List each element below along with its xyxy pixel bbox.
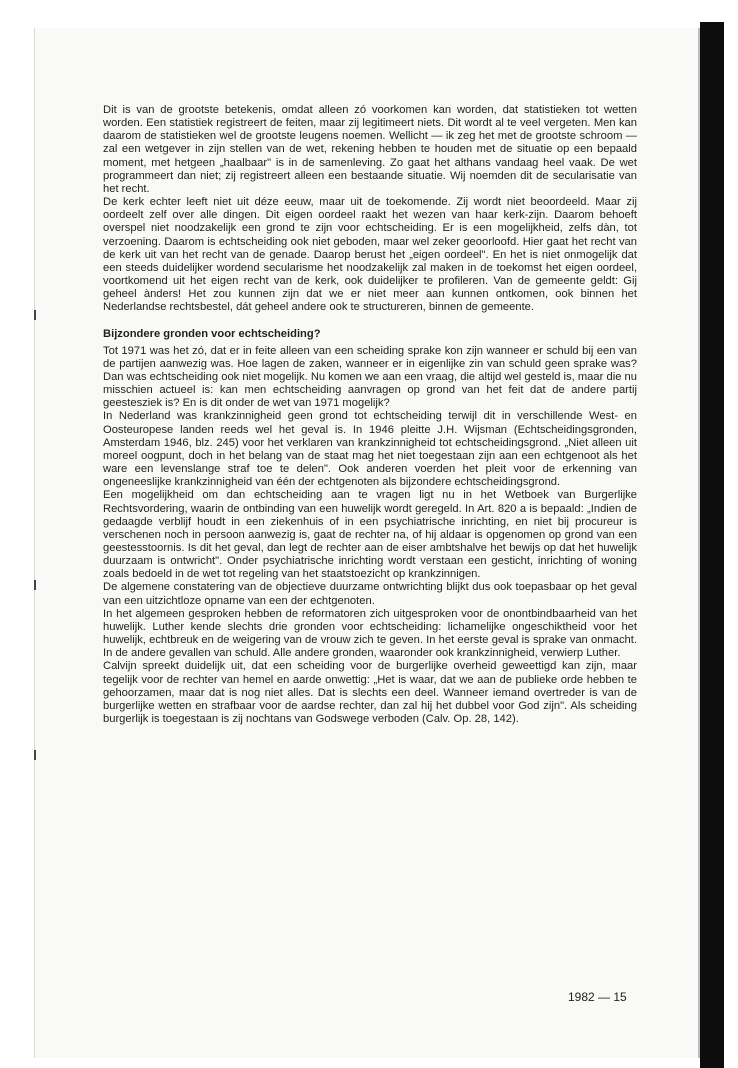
- paragraph: De kerk echter leeft niet uit déze eeuw, maar uit de toekomende. Zij wordt niet beoordeeld. Maar zij oordeelt zelf over alle dingen. Dit eigen oordeel raakt het wezen van haar kerk-zijn. Daarom behoeft overspel niet noodzakelijk een grond te zijn voor echtscheiding. Er is een mogelijkheid, zelfs dàn, tot verzoening. Daarom is echtscheiding ook niet geboden, maar wel zeker geoorloofd. Hier gaat het recht van de kerk uit van het recht van de genade. Daarop berust het „eigen oordeel". En het is niet onmogelijk dat een steeds duidelijker wordend secularisme het noodzakelijk zal maken in de toekomst het eigen oordeel, voortkomend uit het eigen recht van de kerk, ook duidelijker te profileren. Van de gemeente geldt: Gij geheel ànders! Het zou kunnen zijn dat we er niet meer aan kunnen ontkomen, ook binnen het Nederlandse rechtsbestel, dát geheel andere ook te structureren, binnen de gemeente.: [103, 196, 637, 314]
- paragraph: In Nederland was krankzinnigheid geen grond tot echtscheiding terwijl dit in verschillende West- en Oosteuropese landen reeds wel het geval is. In 1946 pleitte J.H. Wijsman (Echtscheidingsgronden, Amsterdam 1946, blz. 245) voor het verklaren van krankzinnigheid tot echtscheidingsgrond. „Niet alleen uit moreel oogpunt, doch in het belang van de staat mag het niet toegestaan zijn aan een echtgenoot als het ware een levenslange straf toe te delen". Ook anderen voerden het pleit voor de erkenning van ongeneeslijke krankzinnigheid van één der echtgenoten als bijzondere echtscheidingsgrond.: [103, 410, 637, 489]
- binding-mark: [34, 580, 36, 590]
- scan-dark-border: [700, 22, 724, 1068]
- paragraph: Een mogelijkheid om dan echtscheiding aan te vragen ligt nu in het Wetboek van Burgerlijke Rechtsvordering, waarin de ontbinding van een huwelijk wordt geregeld. In Art. 820 a is bepaald: „Indien de gedaagde verblijf houdt in een ziekenhuis of in een psychiatrische inrichting, en niet bij procureur is verschenen noch in persoon aanwezig is, gaat de rechter na, of hij aldaar is opgenomen op grond van een geestesstoornis. Is dit het geval, dan legt de rechter aan de eiser ambtshalve het bewijs op dat het huwelijk duurzaam is ontwricht". Onder psychiatrische inrichting wordt verstaan een gesticht, inrichting of woning zoals bedoeld in de wet tot regeling van het staatstoezicht op krankzinnigen.: [103, 489, 637, 581]
- paragraph: In het algemeen gesproken hebben de reformatoren zich uitgesproken voor de onontbindbaarheid van het huwelijk. Luther kende slechts drie gronden voor echtscheiding: lichamelijke ongeschiktheid voor het huwelijk, echtbreuk en de weigering van de vrouw zich te geven. In het eerste geval is sprake van onmacht. In de andere gevallen van schuld. Alle andere gronden, waaronder ook krankzinnigheid, verwierp Luther.: [103, 607, 637, 660]
- page-number: 1982 — 15: [568, 990, 627, 1004]
- scan-top-margin: [0, 0, 738, 22]
- article-body: [103, 104, 637, 726]
- binding-mark: [34, 750, 36, 760]
- paragraph: De algemene constatering van de objectieve duurzame ontwrichting blijkt dus ook toepasbaar op het geval van een uitzichtloze opname van een der echtgenoten.: [103, 581, 637, 607]
- binding-mark: [34, 310, 36, 320]
- paragraph: Tot 1971 was het zó, dat er in feite alleen van een scheiding sprake kon zijn wanneer er schuld bij een van de partijen aanwezig was. Hoe lagen de zaken, wanneer er in eigenlijke zin van schuld geen sprake was? Dan was echtscheiding ook niet mogelijk. Nu komen we aan een vraag, die altijd wel gesteld is, maar die nu misschien actueel is: kan men echtscheiding aanvragen op grond van het feit dat de andere partij geestesziek is? En is dit onder de wet van 1971 mogelijk?: [103, 344, 637, 410]
- paragraph: Dit is van de grootste betekenis, omdat alleen zó voorkomen kan worden, dat statistieken tot wetten worden. Een statistiek registreert de feiten, maar zij legitimeert niets. Dit wordt al te veel vergeten. Men kan daarom de statistieken wel de grootste leugens noemen. Wellicht — ik zeg het met de grootste schroom — zal een wetgever in zijn stellen van de wet, rekening hebben te houden met de situatie op een bepaald moment, met hetgeen „haalbaar" is in de samenleving. Zo gaat het althans vandaag heel vaak. De wet programmeert dan niet; zij registreert alleen een bestaande situatie. Wij noemden dit de secularisatie van het recht.: [103, 104, 637, 195]
- paragraph: Calvijn spreekt duidelijk uit, dat een scheiding voor de burgerlijke overheid geweettigd kan zijn, maar tegelijk voor de rechter van hemel en aarde onwettig: „Het is waar, dat we aan de publieke orde hebben te gehoorzamen, maar dat is nog niet alles. Dat is slechts een deel. Wanneer iemand overtreder is van de burgerlijke wetten en strafbaar voor de aardse rechter, dan zal hij het dubbel voor God zijn". Als scheiding burgerlijk is toegestaan is zij nochtans van Godswege verboden (Calv. Op. 28, 142).: [103, 660, 637, 726]
- section-heading: Bijzondere gronden voor echtscheiding?: [103, 327, 321, 340]
